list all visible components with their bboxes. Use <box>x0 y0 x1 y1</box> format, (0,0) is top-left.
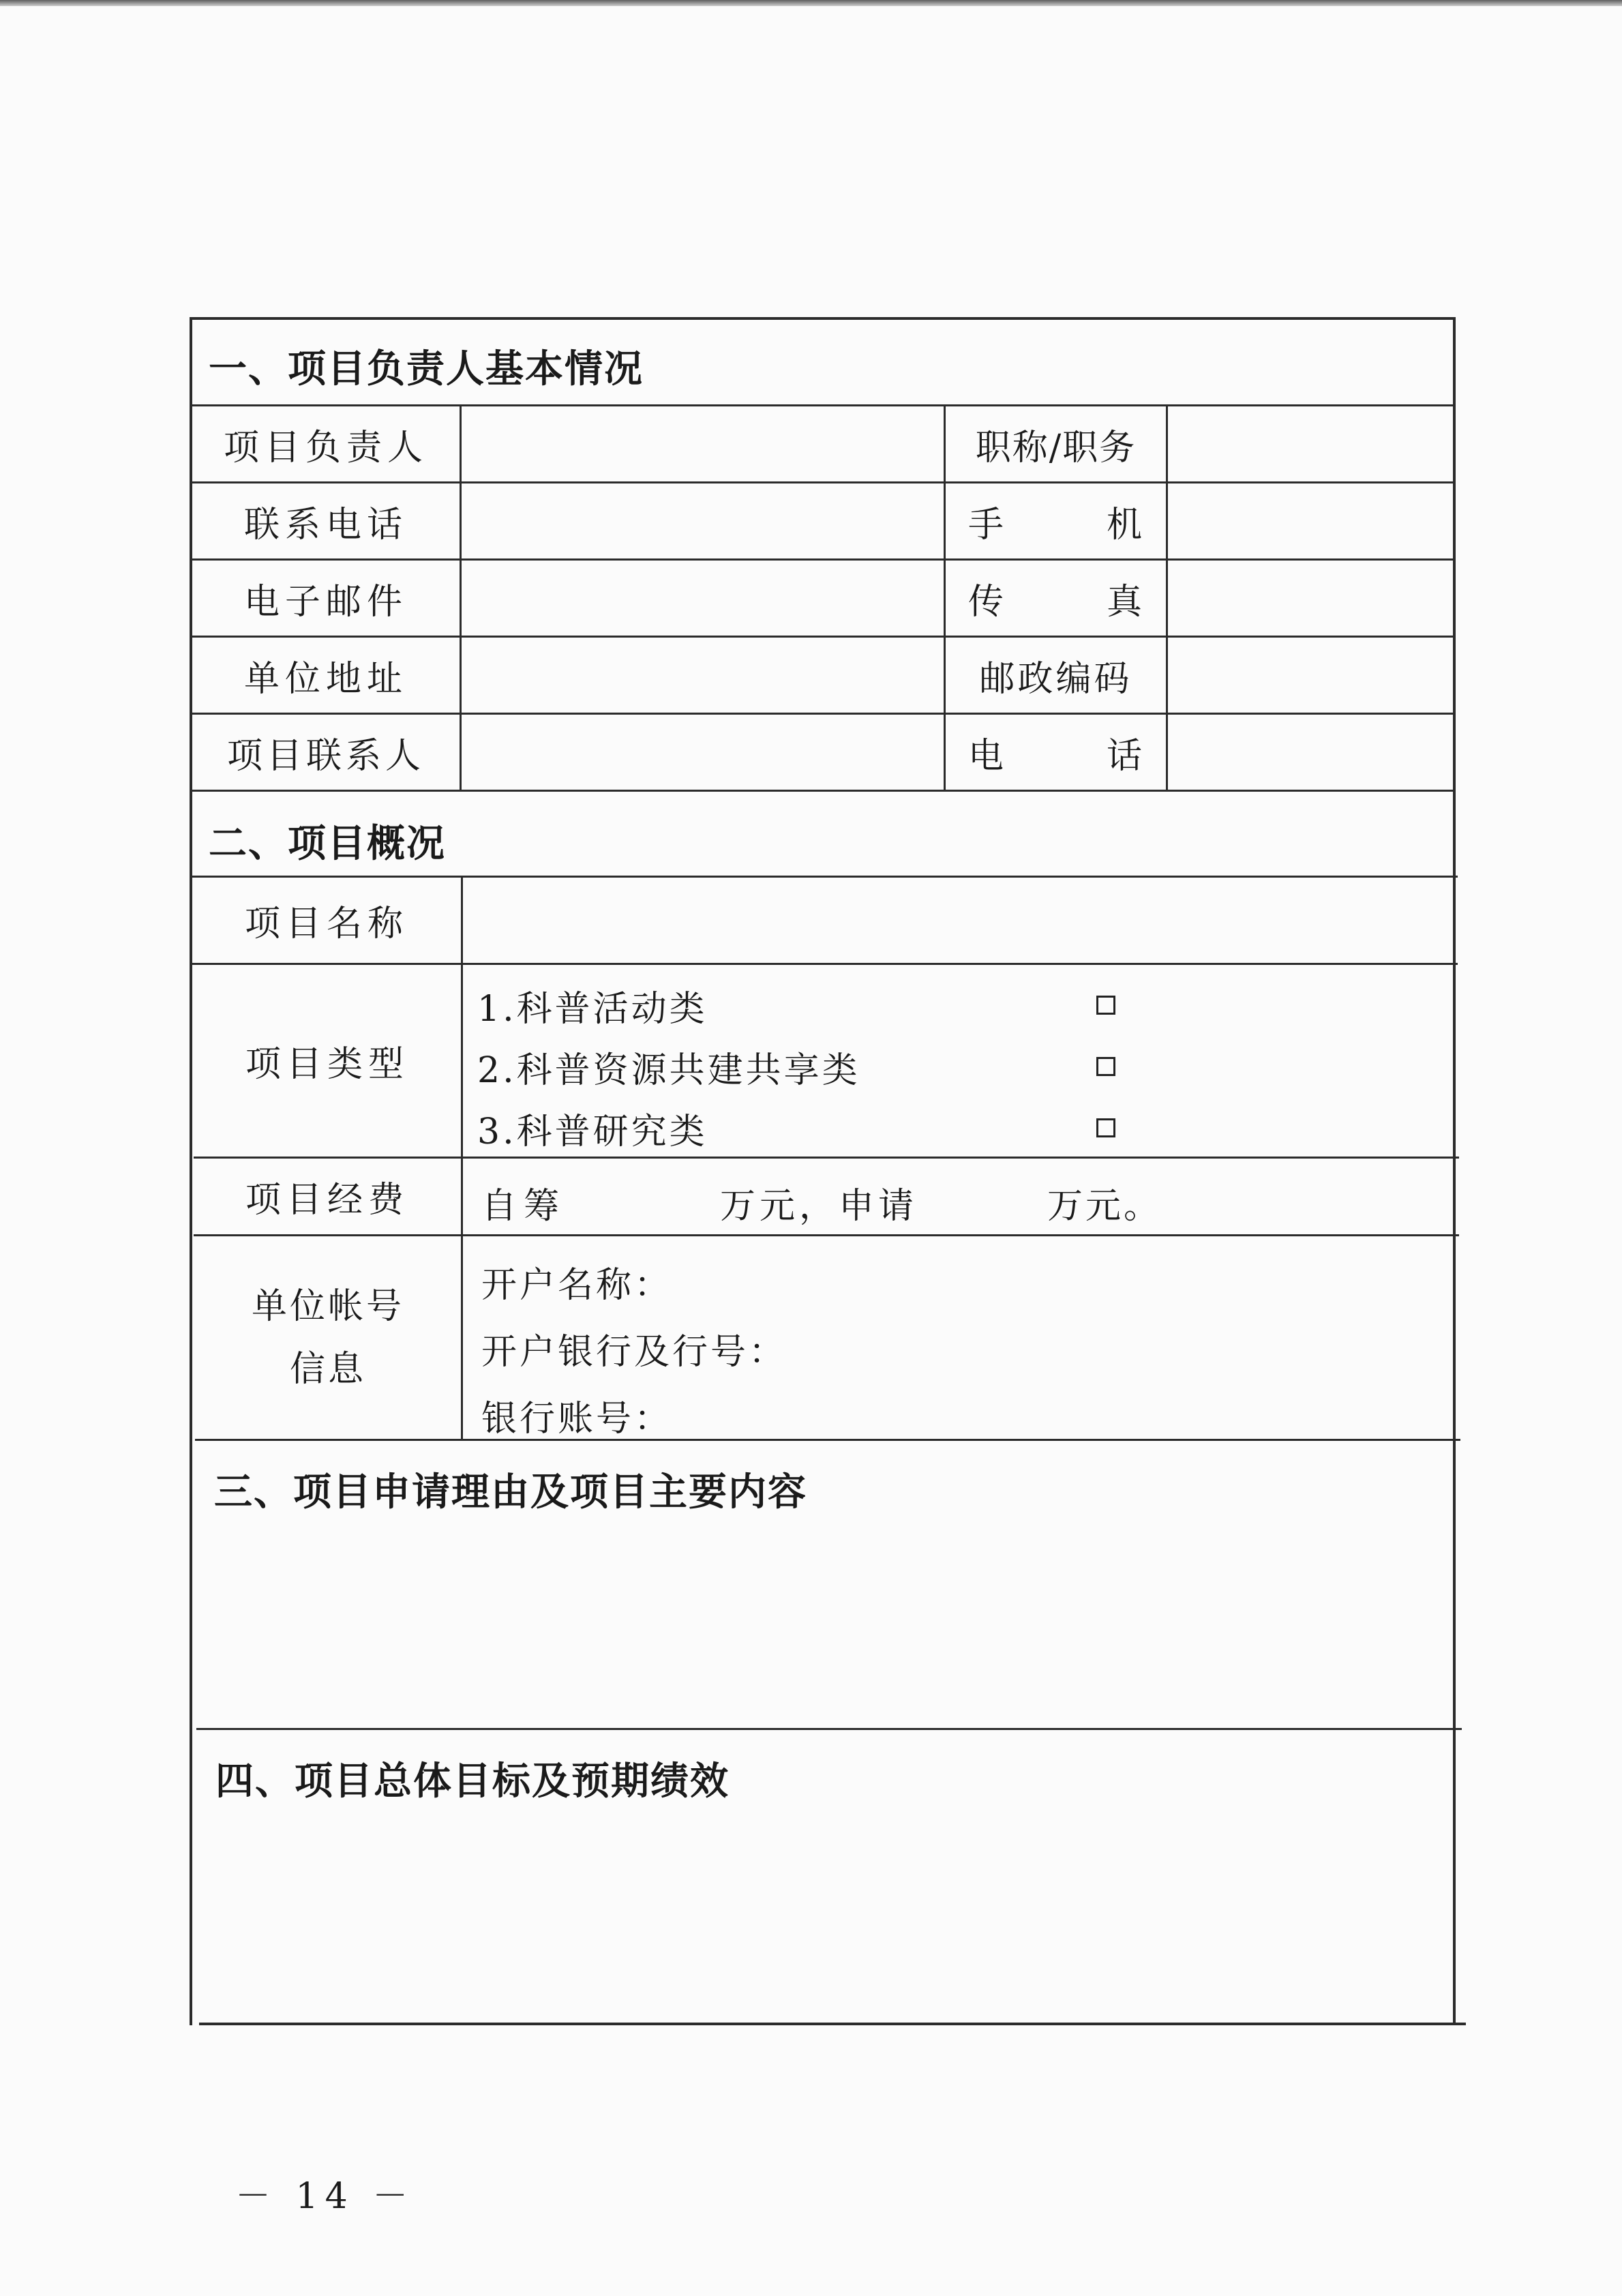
project-name-field[interactable] <box>463 878 1453 963</box>
project-type-checkbox-1[interactable] <box>1096 996 1115 1015</box>
project-type-option-3: 3.科普研究类 <box>477 1112 708 1152</box>
funding-end-label: 万元。 <box>1047 1186 1162 1227</box>
project-type-option-2: 2.科普资源共建共享类 <box>477 1050 860 1091</box>
project-type-label: 项目类型 <box>245 1044 409 1085</box>
section-1-heading: 一、项目负责人基本情况 <box>209 347 644 391</box>
account-name-line[interactable]: 开户名称： <box>481 1265 673 1306</box>
rule-top <box>191 317 1454 320</box>
account-number-line[interactable]: 银行账号： <box>481 1399 673 1440</box>
phone-field[interactable] <box>462 483 944 558</box>
section-4-content-area[interactable] <box>199 1810 1452 2020</box>
rule <box>195 1439 1460 1441</box>
page-number: － 14 － <box>235 2176 415 2217</box>
leader-label: 项目负责人 <box>223 427 428 468</box>
address-label: 单位地址 <box>243 658 408 700</box>
section-3-heading: 三、项目申请理由及项目主要内容 <box>214 1470 807 1515</box>
funding-self-amount[interactable] <box>573 1167 709 1226</box>
scan-top-edge <box>0 0 1622 6</box>
funding-self-label: 自筹 <box>481 1186 567 1227</box>
fax-label <box>968 561 1142 636</box>
account-label-line-2: 信息 <box>289 1348 366 1390</box>
account-bank-line[interactable]: 开户银行及行号： <box>481 1332 787 1373</box>
title-field[interactable] <box>1168 406 1453 481</box>
account-label-line-1: 单位帐号 <box>251 1285 404 1327</box>
project-type-checkbox-2[interactable] <box>1096 1057 1115 1076</box>
fax-label-char-2: 真 <box>1106 581 1142 623</box>
address-field[interactable] <box>462 638 944 713</box>
postcode-field[interactable] <box>1168 638 1453 713</box>
title-label: 职称/职务 <box>975 427 1137 468</box>
tel-label-char-1: 电 <box>968 735 1004 777</box>
contact-label: 项目联系人 <box>226 735 425 777</box>
fax-label-char-1: 传 <box>968 581 1004 623</box>
project-name-label: 项目名称 <box>244 904 408 944</box>
mobile-label <box>968 483 1142 558</box>
mobile-field[interactable] <box>1168 483 1453 558</box>
tel-label <box>968 715 1142 790</box>
leader-field[interactable] <box>462 406 944 481</box>
mobile-label-char-2: 机 <box>1106 504 1142 546</box>
section-4-heading: 四、项目总体目标及预期绩效 <box>215 1759 730 1804</box>
tel-label-char-2: 话 <box>1106 735 1142 777</box>
postcode-label: 邮政编码 <box>979 658 1132 700</box>
section-2-heading: 二、项目概况 <box>209 822 446 866</box>
account-label <box>195 1236 461 1439</box>
section-3-content-area[interactable] <box>198 1521 1451 1725</box>
project-type-option-1: 1.科普活动类 <box>477 989 708 1030</box>
tel-field[interactable] <box>1168 715 1453 790</box>
funding-apply-label: 万元，申请 <box>720 1186 918 1227</box>
project-type-checkbox-3[interactable] <box>1096 1118 1115 1137</box>
funding-label: 项目经费 <box>245 1180 409 1221</box>
mobile-label-char-1: 手 <box>968 504 1004 546</box>
email-field[interactable] <box>462 561 944 636</box>
contact-field[interactable] <box>462 715 944 790</box>
rule <box>196 1728 1462 1730</box>
rule-bottom <box>199 2023 1466 2025</box>
rule <box>191 790 1454 792</box>
fax-field[interactable] <box>1168 561 1453 636</box>
phone-label: 联系电话 <box>243 504 408 546</box>
email-label: 电子邮件 <box>243 581 408 623</box>
border-right <box>1453 317 1456 2025</box>
funding-apply-amount[interactable] <box>941 1167 1036 1226</box>
